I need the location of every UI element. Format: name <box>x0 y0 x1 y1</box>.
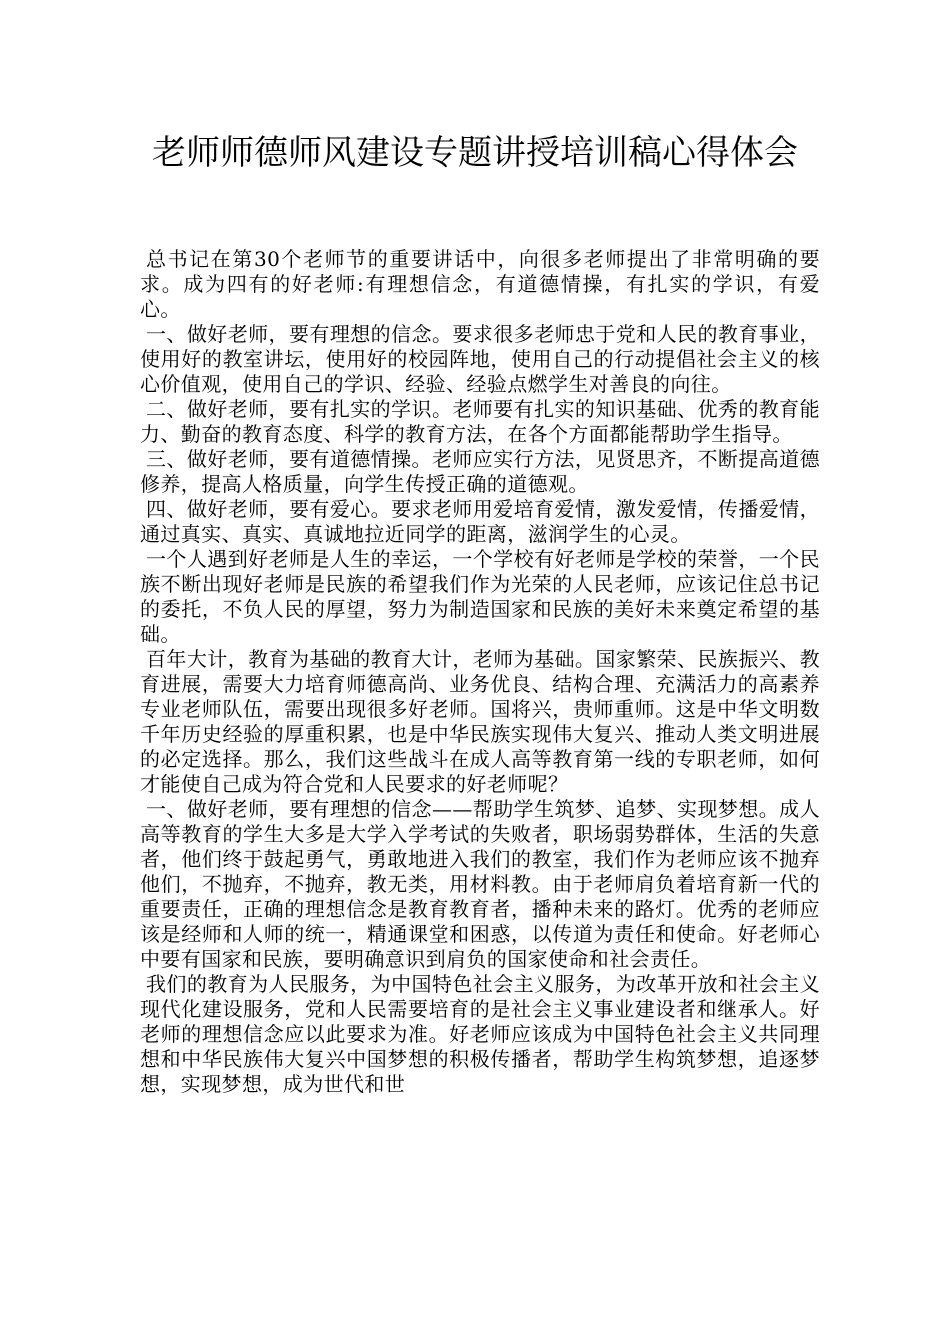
paragraph-ideals-dreams: 一、做好老师，要有理想的信念——帮助学生筑梦、追梦、实现梦想。成人高等教育的学生大多是大学入学考试的失败者，职场弱势群体，生活的失意者，他们终于鼓起勇气，勇敢地进入我们的教室，我们作为老师应该不抛弃他们，不抛弃，不抛弃，教无类，用材料教。由于老师肩负着培育新一代的重要责任，正确的理想信念是教育教育者，播种未来的路灯。优秀的老师应该是经师和人师的统一，精通课堂和困惑，以传道为责任和使命。好老师心中要有国家和民族，要明确意识到肩负的国家使命和社会责任。 <box>140 797 820 971</box>
document-title: 老师师德师风建设专题讲授培训稿心得体会 <box>152 133 798 173</box>
paragraph-centennial-plan: 百年大计，教育为基础的教育大计，老师为基础。国家繁荣、民族振兴、教育进展，需要大力培育师德高尚、业务优良、结构合理、充满活力的高素养专业老师队伍，需要出现很多好老师。国将兴，贵师重师。这是中华文明数千年历史经验的厚重积累，也是中华民族实现伟大复兴、推动人类文明进展的必定选择。那么，我们这些战斗在成人高等教育第一线的专职老师，如何才能使自己成为符合党和人民要求的好老师呢？ <box>140 647 820 796</box>
paragraph-good-teacher: 一个人遇到好老师是人生的幸运，一个学校有好老师是学校的荣誉，一个民族不断出现好老师是民族的希望我们作为光荣的人民老师，应该记住总书记的委托，不负人民的厚望，努力为制造国家和民族的美好未来奠定希望的基础。 <box>140 547 820 646</box>
paragraph-point-4: 四、做好老师，要有爱心。要求老师用爱培育爱情，激发爱情，传播爱情，通过真实、真实、真诚地拉近同学的距离，滋润学生的心灵。 <box>140 497 820 546</box>
document-body <box>140 247 820 1097</box>
paragraph-point-1: 一、做好老师，要有理想的信念。要求很多老师忠于党和人民的教育事业，使用好的教室讲坛，使用好的校园阵地，使用自己的行动提倡社会主义的核心价值观，使用自己的学识、经验、经验点燃学生对善良的向往。 <box>140 322 820 396</box>
paragraph-point-2: 二、做好老师，要有扎实的学识。老师要有扎实的知识基础、优秀的教育能力、勤奋的教育态度、科学的教育方法，在各个方面都能帮助学生指导。 <box>140 397 820 446</box>
paragraph-serve-people: 我们的教育为人民服务，为中国特色社会主义服务，为改革开放和社会主义现代化建设服务，党和人民需要培育的是社会主义事业建设者和继承人。好老师的理想信念应以此要求为准。好老师应该成为中国特色社会主义共同理想和中华民族伟大复兴中国梦想的积极传播者，帮助学生构筑梦想，追逐梦想，实现梦想，成为世代和世 <box>140 972 820 1096</box>
paragraph-intro: 总书记在第30个老师节的重要讲话中，向很多老师提出了非常明确的要求。成为四有的好老师:有理想信念，有道德情操，有扎实的学识，有爱心。 <box>140 247 820 321</box>
paragraph-point-3: 三、做好老师，要有道德情操。老师应实行方法，见贤思齐，不断提高道德修养，提高人格质量，向学生传授正确的道德观。 <box>140 447 820 496</box>
